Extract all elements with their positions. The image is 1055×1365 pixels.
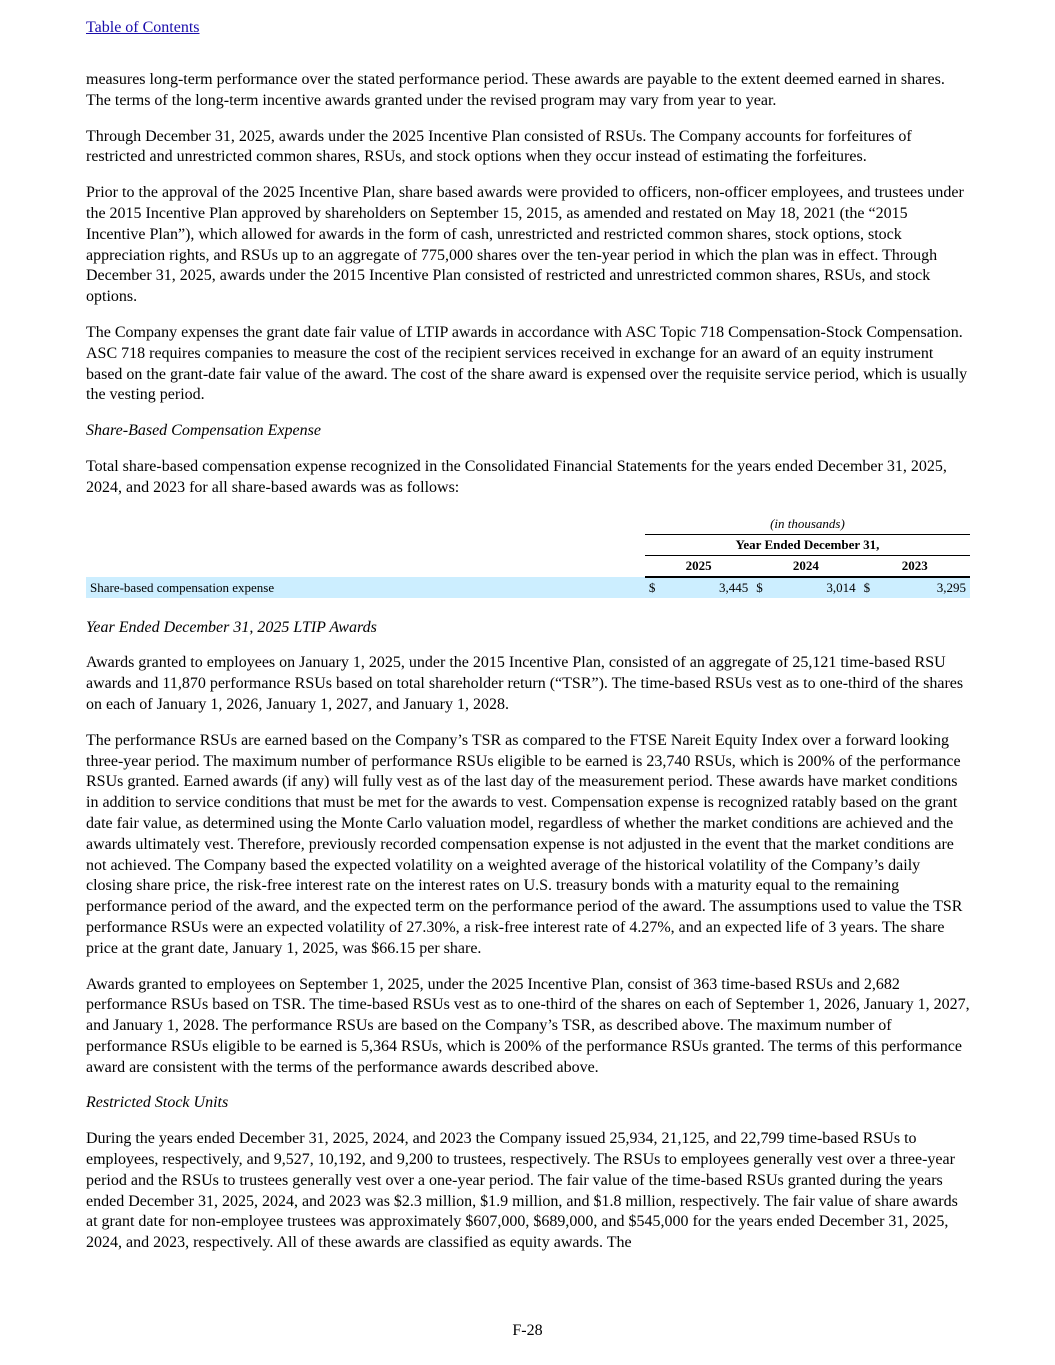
- document-body: [86, 70, 970, 1269]
- section-heading-restricted-stock-units: Restricted Stock Units: [86, 1094, 229, 1112]
- paragraph-january-awards: Awards granted to employees on January 1, 2025, under the 2015 Incentive Plan, consisted of an aggregate of 25,121 time-based RSU awards and 11,870 performance RSUs based on total shareholder return (“TSR”). The time-based RSUs vest as to one-third of the shares on each of January 1, 2026, January 1, 2027, and January 1, 2028.: [86, 654, 964, 713]
- paragraph-2025-plan-awards: Through December 31, 2025, awards under the 2025 Incentive Plan consisted of RSUs. The Company accounts for forfeitures of restricted and unrestricted common shares, RSUs, and stock options when they occur instead of estimating the forfeitures.: [86, 127, 912, 166]
- paragraph-performance-rsus: The performance RSUs are earned based on the Company’s TSR as compared to the FTSE Nareit Equity Index over a forward looking three-year period. The maximum number of performance RSUs eligible to be earned is 23,740 RSUs, which is 200% of the performance RSUs granted. Earned awards (if any) will fully vest as of the last day of the measurement period. These awards have market conditions in addition to service conditions that must be met for the awards to vest. Compensation expense is recognized ratably based on the grant date fair value, as determined using the Monte Carlo valuation model, regardless of whether the market conditions are achieved and the awards ultimately vest. Therefore, previously recorded compensation expense is not adjusted in the event that the market conditions are not achieved. The Company based the expected volatility on a weighted average of the historical volatility of the Company’s daily closing share price, the risk-free interest rate on the interest rates on U.S. treasury bonds with a maturity equal to the remaining performance period of the award, and the expected term on the performance period of the award. The assumptions used to value the TSR performance RSUs were an expected volatility of 27.30%, a risk-free interest rate of 4.27%, and an expected life of 3 years. The share price at the grant date, January 1, 2025, was $66.15 per share.: [86, 731, 963, 957]
- compensation-expense-table: [86, 514, 970, 598]
- table-units-label: (in thousands): [770, 515, 845, 531]
- paragraph-2015-incentive-plan: Prior to the approval of the 2025 Incentive Plan, share based awards were provided to officers, non-officer employees, and trustees under the 2015 Incentive Plan approved by shareholders on September 15, 2015, as amended and restated on May 18, 2021 (the “2015 Incentive Plan”), which allowed for awards in the form of cash, unrestricted and restricted common shares, stock options, stock appreciation rights, and RSUs up to an aggregate of 775,000 shares over the ten-year period in which the plan was in effect. Through December 31, 2025, awards under the 2015 Incentive Plan consisted of restricted and unrestricted common shares, RSUs, and stock options.: [86, 184, 964, 306]
- table-year-header: 2025: [645, 555, 752, 577]
- page-number: F-28: [512, 1322, 543, 1339]
- paragraph-rsu-issuance: During the years ended December 31, 2025, 2024, and 2023 the Company issued 25,934, 21,125, and 22,799 time-based RSUs to employees, respectively, and 9,527, 10,192, and 9,200 to trustees, respectively. The RSUs to employees generally vest over a three-year period and the RSUs to trustees generally vest over a one-year period. The fair value of the time-based RSUs granted during the years ended December 31, 2025, 2024, and 2023 was $2.3 million, $1.9 million, and $1.8 million, respectively. The fair value of share awards at grant date for non-employee trustees was approximately $607,000, $689,000, and $545,000 for the years ended December 31, 2025, 2024, and 2023, respectively. All of these awards are classified as equity awards. The: [86, 1130, 958, 1252]
- table-period-row: [86, 534, 970, 555]
- paragraph-ltip-terms: measures long-term performance over the stated performance period. These awards are payable to the extent deemed earned in shares. The terms of the long-term incentive awards granted under the revised program may vary from year to year.: [86, 71, 945, 109]
- table-cell-value: 3,295: [874, 577, 970, 598]
- table-years-row: [86, 555, 970, 577]
- table-period-header: Year Ended December 31,: [645, 534, 970, 555]
- table-of-contents-link[interactable]: Table of Contents: [86, 19, 200, 36]
- table-row-label: Share-based compensation expense: [86, 577, 645, 598]
- section-heading-share-based-compensation: Share-Based Compensation Expense: [86, 422, 321, 440]
- section-heading-2025-ltip-awards: Year Ended December 31, 2025 LTIP Awards: [86, 618, 377, 636]
- currency-symbol: $: [752, 577, 767, 598]
- paragraph-total-expense-intro: Total share-based compensation expense recognized in the Consolidated Financial Statements for the years ended December 31, 2025, 2024, and 2023 for all share-based awards was as follows:: [86, 457, 947, 496]
- paragraph-september-awards: Awards granted to employees on September 1, 2025, under the 2025 Incentive Plan, consist of 363 time-based RSUs and 2,682 performance RSUs based on TSR. The time-based RSUs vest as to one-third of the shares on each of September 1, 2026, January 1, 2027, and January 1, 2028. The performance RSUs are based on the Company’s TSR, as described above. The maximum number of performance RSUs eligible to be earned is 5,364 RSUs, which is 200% of the performance RSUs granted. The terms of this performance award are consistent with the terms of the performance awards described above.: [86, 975, 970, 1076]
- table-cell-value: 3,014: [767, 577, 860, 598]
- table-year-header: 2023: [860, 555, 970, 577]
- currency-symbol: $: [860, 577, 875, 598]
- table-cell-value: 3,445: [659, 577, 752, 598]
- table-units-row: [86, 514, 970, 535]
- compensation-expense-table-wrapper: [86, 514, 970, 598]
- paragraph-asc-718: The Company expenses the grant date fair value of LTIP awards in accordance with ASC Topic 718 Compensation-Stock Compensation. ASC 718 requires companies to measure the cost of the recipient services received in exchange for an award of an equity instrument based on the grant-date fair value of the award. The cost of the share award is expensed over the requisite service period, which is usually the vesting period.: [86, 323, 968, 404]
- table-row: [86, 577, 970, 598]
- table-year-header: 2024: [752, 555, 859, 577]
- currency-symbol: $: [645, 577, 660, 598]
